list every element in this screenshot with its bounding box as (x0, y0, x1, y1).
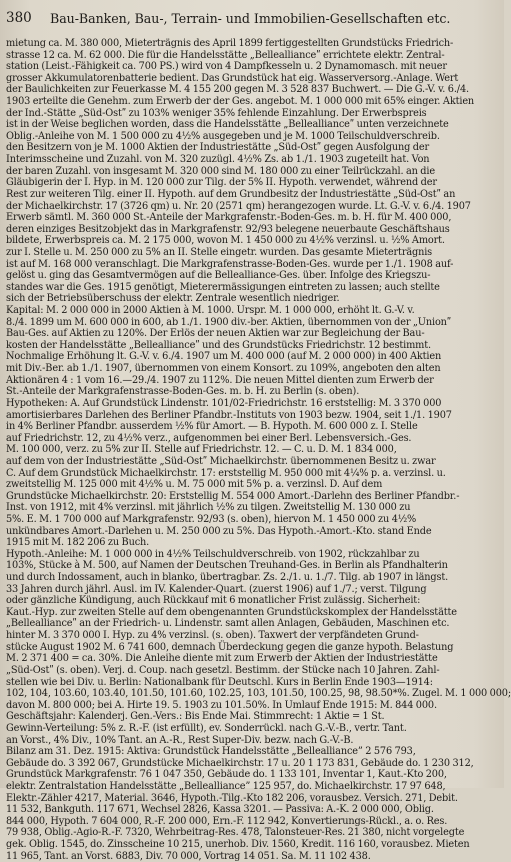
text-line: grosser Akkumulatorenbatterie bedient. Das Grundstück hat eig. Wasserversorg.-Anlage. Wert (6, 72, 459, 84)
text-line: den Besitzern von je M. 1000 Aktien der Industriestätte „Süd-Ostʺ gegen Ausfolgung der (6, 142, 430, 154)
text-line: zur I. Stelle u. M. 250 000 zu 5% an II. Stelle eingetr. wurden. Das gesamte Mieterträgnis (6, 246, 433, 258)
text-line: „Süd-Ostʺ (s. oben). Verj. d. Coup. nach gesetzl. Bestimm. der Stücke nach 10 Jahren. Zahl- (6, 664, 440, 676)
text-line: bildete, Erwerbspreis ca. M. 2 175 000, wovon M. 1 450 000 zu 4½% verzinsl. u. ½% Amort. (6, 235, 445, 247)
text-line: ist in der Weise beglichen worden, dass die Handelsstätte „Belleallianceʺ unten verzeichnete (6, 119, 449, 131)
text-line: 33 Jahren durch jährl. Ausl. im IV. Kalender-Quart. (zuerst 1906) auf 1./7.; verst. Tilgung (6, 583, 427, 595)
text-line: Nochmalige Erhöhung lt. G.-V. v. 6./4. 1907 um M. 400 000 (auf M. 2 000 000) in 400 Aktien (6, 351, 442, 363)
text-line: Rest zur weiteren Tilg. einer II. Hypoth. auf dem Grundbesitz der Industriestätte „Süd-Ostʺ an (6, 188, 456, 200)
text-line: St.-Anteile der Markgrafenstrasse-Boden-Ges. m. b. H. zu Berlin (s. oben). (6, 386, 360, 398)
text-line: mietung ca. M. 380 000, Mieterträgnis des April 1899 fertiggestellten Grundstücks Friedrich- (6, 38, 454, 49)
text-line: deren einziges Besitzobjekt das in Markgrafenstr. 92/93 belegene neuerbaute Geschäftshaus (6, 223, 450, 235)
page-header (6, 10, 490, 30)
document-body (6, 38, 511, 862)
text-line: und durch Indossament, auch in blanko, übertragbar. Zs. 2./1. u. 1./7. Tilg. ab 1907 in längst. (6, 572, 449, 584)
text-line: der Michaelkirchstr. 17 (3726 qm) u. Nr. 20 (2571 qm) herangezogen wurde. Lt. G.-V. v. 6./4. 1907 (6, 200, 471, 212)
text-line: Geschäftsjahr: Kalenderj. Gen.-Vers.: Bis Ende Mai. Stimmrecht: 1 Aktie = 1 St. (6, 711, 385, 723)
text-line: station (Leist.-Fähigkeit ca. 700 PS.) wird von 4 Dampfkesseln u. 2 Dynamomasch. mit neuer (6, 61, 447, 73)
text-line: ist auf M. 168 000 veranschlagt. Die Markgrafenstrasse-Boden-Ges. wurde per 1./1. 1908 auf- (6, 258, 454, 270)
text-line: kosten der Handelsstätte „Belleallianceʺ und des Grundstücks Friedrichstr. 12 bestimmt. (6, 339, 431, 351)
text-line: gelöst u. ging das Gesamtvermögen auf die Bellealliance-Ges. über. Infolge des Kriegszu- (6, 270, 431, 282)
text-line: M. 2 371 400 = ca. 30%. Die Anleihe diente mit zum Erwerb der Aktien der Industriestätte (6, 653, 438, 665)
text-line: 79 938, Oblig.-Agio-R.-F. 7320, Wehrbeitrag-Res. 478, Talonsteuer-Res. 21 380, nicht vorgelegte (6, 827, 465, 839)
text-line: 844 000, Hypoth. 7 604 000, R.-F. 200 000, Ern.-F. 112 942, Konvertierungs-Rückl., a. o. Res. (6, 815, 448, 827)
text-line: Elektr.-Zähler 4217, Material. 3646, Hypoth.-Tilg.-Kto 182 206, vorausbez. Versich. 271, Debit. (6, 792, 458, 804)
text-line: auf dem von der Industriestätte „Süd-Ostʺ Michaelkirchstr. übernommenen Besitz u. zwar (6, 455, 436, 467)
text-line: amortisierbares Darlehen des Berliner Pfandbr.-Instituts von 1903 bezw. 1904, seit 1./1. 1907 (6, 409, 452, 421)
text-line: oder gänzliche Kündigung, auch Rückkauf mit 6 monatlicher Frist zulässig. Sicherheit: (6, 595, 421, 607)
text-line: 1915 mit M. 182 206 zu Buch. (6, 537, 150, 549)
text-line: strasse 12 ca. M. 62 000. Die für die Handelsstätte „Belleallianceʺ errichtete elektr. Zentral- (6, 49, 445, 61)
text-line: hinter M. 3 370 000 I. Hyp. zu 4% verzinsl. (s. oben). Taxwert der verpfändeten Grund- (6, 630, 419, 642)
text-line: Aktionären 4 : 1 vom 16.—29./4. 1907 zu 112%. Die neuen Mittel dienten zum Erwerb der (6, 374, 434, 386)
text-line: elektr. Zentralstation Handelsstätte „Bellealliance” 125 957, do. Michaelkirchstr. 17 97 648, (6, 781, 446, 792)
text-line: mit Div.-Ber. ab 1./1. 1907, übernommen von einem Konsort. zu 109%, angeboten den alten (6, 363, 441, 375)
text-line: C. Auf dem Grundstück Michaelkirchstr. 17: erststellig M. 950 000 mit 4¼% p. a. verzinsl. u. (6, 467, 446, 479)
text-line: Erwerb sämtl. M. 360 000 St.-Anteile der Markgrafenstr.-Boden-Ges. m. b. H. für M. 400 000, (6, 212, 452, 224)
text-line: 5%. E. M. 1 700 000 auf Markgrafenstr. 92/93 (s. oben), hiervon M. 1 450 000 zu 4½% (6, 513, 417, 525)
text-line: Bau-Ges. auf Aktien zu 120%. Der Erlös der neuen Aktien war zur Begleichung der Bau- (6, 328, 425, 340)
text-line: in 4% Berliner Pfandbr. ausserdem ½% für Amort. — B. Hypoth. M. 600 000 z. I. Stelle (6, 421, 418, 433)
text-line: Gewinn-Verteilung: 5% z. R.-F. (ist erfüllt), ev. Sonderrückl. nach G.-V.-B., vertr. Tant. (6, 722, 407, 734)
text-line: standes war die Ges. 1915 genötigt, Mieterermässigungen eintreten zu lassen; auch stellte (6, 281, 440, 293)
text-line: davon M. 800 000; bei A. Hirte 19. 5. 1903 zu 101.50%. In Umlauf Ende 1915: M. 844 000. (6, 699, 437, 711)
text-line: der Ind.-Stätte „Süd-Ostʺ zu 103% weniger 35% fehlende Einzahlung. Der Erwerbspreis (6, 107, 427, 119)
text-line: Grundstück Markgrafenstr. 76 1 047 350, Gebäude do. 1 133 101, Inventar 1, Kaut.-Kto 200, (6, 769, 447, 781)
text-line: gek. Oblig. 1545, do. Zinsscheine 10 215, unerhob. Div. 1560, Kredit. 116 160, vorausbez. Mieten (6, 839, 470, 851)
text-line: sich der Betriebsüberschuss der elektr. Zentrale wesentlich niedriger. (6, 293, 340, 305)
text-line: Grundstücke Michaelkirchstr. 20: Erststellig M. 554 000 Amort.-Darlehn des Berliner Pfandbr.- (6, 490, 460, 502)
text-line: Oblig.-Anleihe von M. 1 500 000 zu 4½% ausgegeben und je M. 1000 Teilschuldverschreib. (6, 130, 440, 142)
text-line: stellen wie bei Div. u. Berlin: Nationalbank für Deutschl. Kurs in Berlin Ende 1903—1914: (6, 676, 433, 688)
text-line: 102, 104, 103.60, 103.40, 101.50, 101.60, 102.25, 103, 101.50, 100.25, 98, 98.50*%. Zugel. M. 1 000 000; (6, 688, 511, 700)
page-number: 380 (6, 10, 32, 26)
text-line: Inst. von 1912, mit 4% verzinsl. mit jährlich ½% zu tilgen. Zweitstellig M. 130 000 zu (6, 502, 411, 514)
text-line: 1903 erteilte die Genehm. zum Erwerb der der Ges. angebot. M. 1 000 000 mit 65% einger. Aktien (6, 96, 475, 108)
text-line: auf Friedrichstr. 12, zu 4½% verz., aufgenommen bei einer Berl. Lebensversich.-Ges. (6, 432, 412, 444)
text-line: 103%, Stücke à M. 500, auf Namen der Deutschen Treuhand-Ges. in Berlin als Pfandhalterin (6, 560, 448, 572)
text-line: Kaut.-Hyp. zur zweiten Stelle auf dem obengenannten Grundstückskomplex der Handelsstätte (6, 606, 457, 618)
text-line: Kapital: M. 2 000 000 in 2000 Aktien à M. 1000. Urspr. M. 1 000 000, erhöht lt. G.-V. v. (6, 305, 415, 317)
text-line: Hypoth.-Anleihe: M. 1 000 000 in 4½% Teilschuldverschreib. von 1902, rückzahlbar zu (6, 548, 420, 560)
text-line: M. 100 000, verz. zu 5% zur II. Stelle auf Friedrichstr. 12. — C. u. D. M. 1 834 000, (6, 444, 397, 456)
text-line: stücke August 1902 M. 6 741 600, demnach Überdeckung gegen die ganze hypoth. Belastung (6, 641, 454, 653)
text-line: Gebäude do. 3 392 067, Grundstücke Michaelkirchstr. 17 u. 20 1 173 831, Gebäude do. 1 230 312, (6, 757, 474, 769)
text-line: 11 965, Tant. an Vorst. 6883, Div. 70 000, Vortrag 14 051. Sa. M. 11 102 438. (6, 850, 371, 862)
text-line: der baren Zuzahl. von insgesamt M. 320 000 sind M. 180 000 zu einer Teilrückzahl. an die (6, 165, 435, 177)
text-line: Bilanz am 31. Dez. 1915: Aktiva: Grundstück Handelsstätte „Bellealliance” 2 576 793, (6, 746, 416, 758)
text-line: Interimsscheine und Zuzahl. von M. 320 zuzügl. 4½% Zs. ab 1./1. 1903 zugeteilt hat. Von (6, 154, 430, 166)
text-line: der Baulichkeiten zur Feuerkasse M. 4 155 200 gegen M. 3 528 837 Buchwert. — Die G.-V. v. 6./4. (6, 84, 469, 96)
text-line: Hypotheken: A. Auf Grundstück Lindenstr. 101/02-Friedrichstr. 16 erststellig: M. 3 370 000 (6, 397, 442, 409)
text-line: zweitstellig M. 125 000 mit 4½% u. M. 75 000 mit 5% p. a. verzinsl. D. Auf dem (6, 479, 383, 491)
text-line: Gläubigerin der I. Hyp. in M. 120 000 zur Tilg. der 5% II. Hypoth. verwendet, während der (6, 177, 437, 189)
running-head: Bau-Banken, Bau-, Terrain- und Immobilien-Gesellschaften etc. (50, 11, 451, 26)
text-line: 8./4. 1899 um M. 600 000 in 600, ab 1./1. 1900 div.-ber. Aktien, übernommen von der „Unionʺ (6, 316, 452, 328)
text-line: unkündbares Amort.-Darlehen u. M. 250 000 zu 5%. Das Hypoth.-Amort.-Kto. stand Ende (6, 525, 432, 537)
text-line: an Vorst., 4% Div., 10% Tant. an A.-R., Rest Super-Div. bezw. nach G.-V.-B. (6, 734, 354, 746)
text-line: „Belleallianceʺ an der Friedrich- u. Lindenstr. samt allen Anlagen, Gebäuden, Maschinen etc. (6, 618, 450, 630)
text-line: 11 532, Bankguth. 117 671, Wechsel 2826, Kassa 3201. — Passiva: A.-K. 2 000 000, Oblig. (6, 804, 434, 816)
